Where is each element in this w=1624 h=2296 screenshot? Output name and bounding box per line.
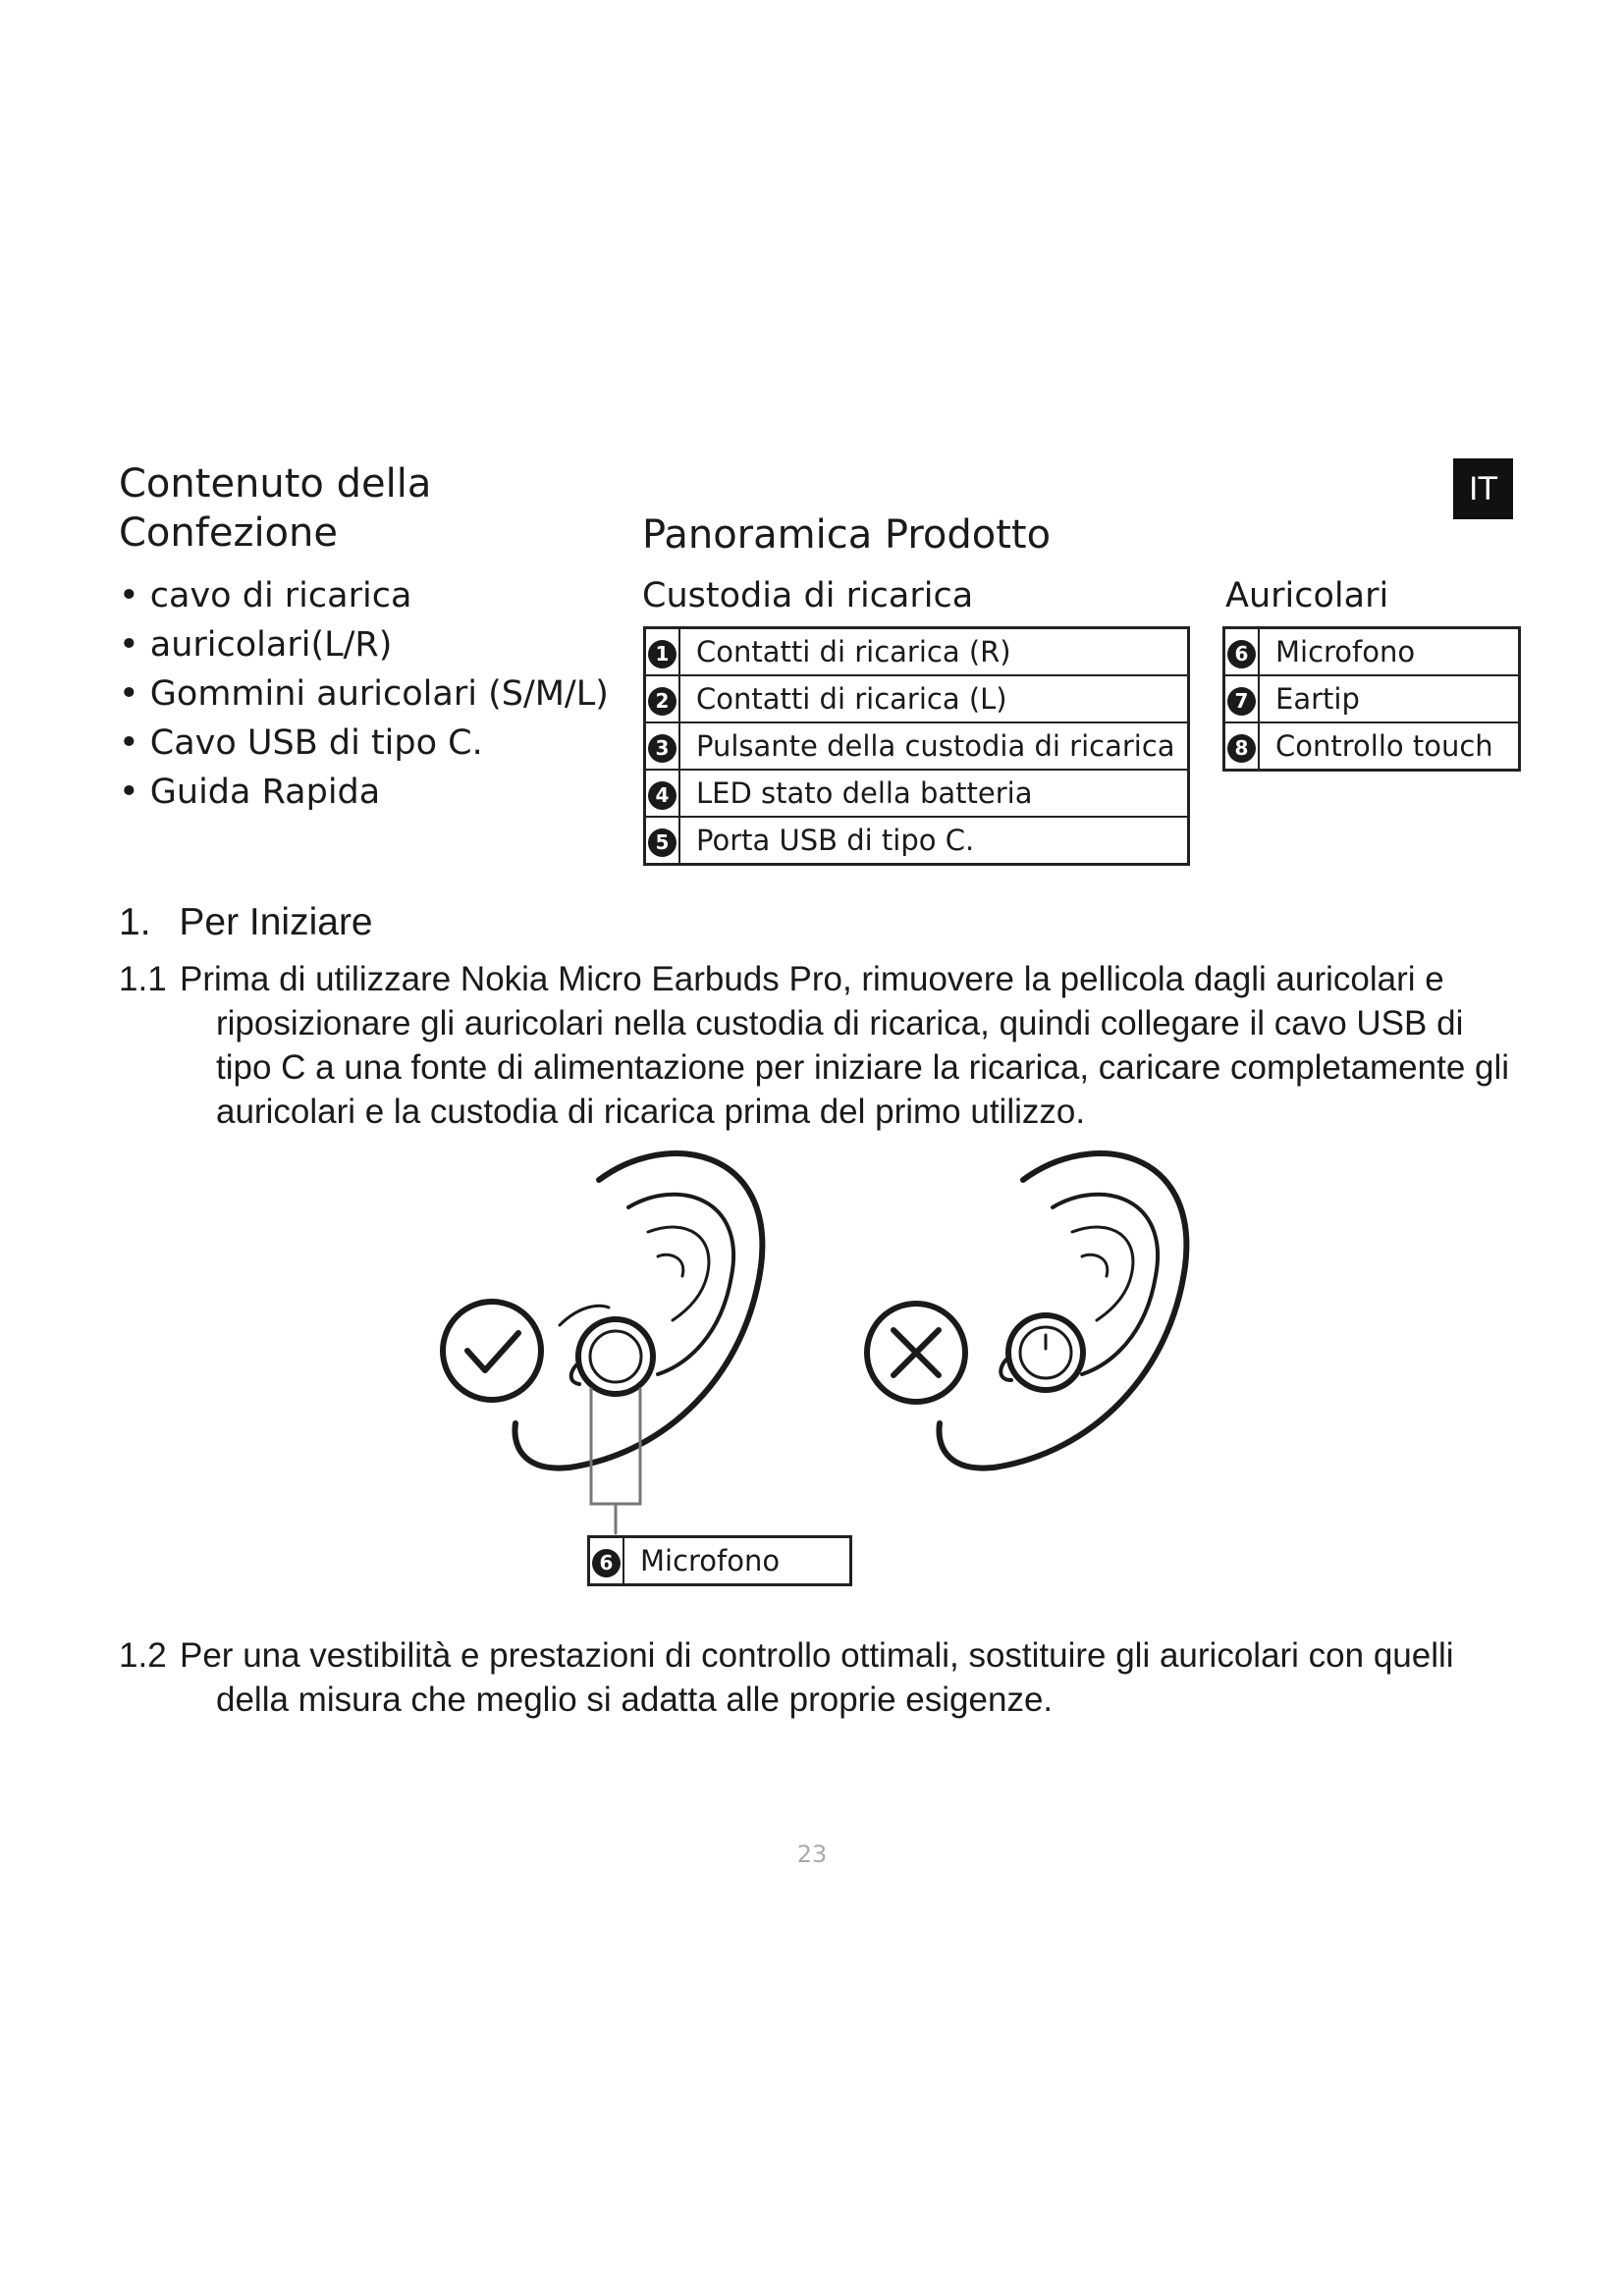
table-cell: Contatti di ricarica (L) [679, 675, 1189, 722]
table-cell: Microfono [1259, 628, 1520, 676]
number-4-icon: 4 [648, 781, 677, 810]
table-row [645, 770, 1189, 817]
table-row [645, 675, 1189, 722]
table-cell: Microfono [623, 1537, 851, 1585]
paragraph-text: Prima di utilizzare Nokia Micro Earbuds Pro, rimuovere la pellicola dagli auricolari e riposizionare gli auricolari nella custodia di ricarica, quindi collegare il cavo USB di tipo C a una fonte di alimentazione per iniziare la ricarica, caricare completamente gli auricolari e la custodia di ricarica prima del primo utilizzo. [180, 960, 1510, 1131]
contents-list [119, 571, 609, 817]
paragraph-number: 1.2 [119, 1636, 167, 1675]
number-8-icon: 8 [1227, 734, 1256, 763]
list-item: • Gommini auricolari (S/M/L) [119, 669, 609, 719]
table-row [1224, 722, 1520, 771]
x-circle-icon [867, 1304, 965, 1402]
paragraph-1-1 [119, 957, 1523, 1134]
section-heading [119, 898, 373, 947]
case-parts-table [643, 626, 1190, 866]
table-row [645, 817, 1189, 865]
table-cell: Pulsante della custodia di ricarica [679, 722, 1189, 770]
number-2-icon: 2 [648, 687, 677, 716]
paragraph-number: 1.1 [119, 960, 167, 998]
list-item: • cavo di ricarica [119, 571, 609, 620]
earbud-fit-illustration [422, 1139, 1208, 1551]
number-6-icon: 6 [1227, 640, 1256, 668]
table-cell: Controllo touch [1259, 722, 1520, 771]
page-number: 23 [796, 1841, 828, 1868]
number-7-icon: 7 [1227, 687, 1256, 716]
ear-incorrect-fit-icon [939, 1153, 1186, 1468]
language-badge: IT [1453, 458, 1513, 519]
table-cell: LED stato della batteria [679, 770, 1189, 817]
table-row [645, 628, 1189, 676]
list-item: • Cavo USB di tipo C. [119, 719, 609, 768]
case-subtitle: Custodia di ricarica [642, 576, 974, 615]
list-item: • Guida Rapida [119, 768, 609, 817]
paragraph-1-2 [119, 1633, 1523, 1722]
number-5-icon: 5 [648, 828, 677, 857]
number-3-icon: 3 [648, 734, 677, 763]
section-title: Per Iniziare [179, 901, 373, 943]
ear-correct-fit-icon [514, 1153, 762, 1533]
section-number: 1. [119, 901, 151, 943]
paragraph-text: Per una vestibilità e prestazioni di controllo ottimali, sostituire gli auricolari con quelli della misura che meglio si adatta alle proprie esigenze. [180, 1636, 1454, 1719]
contents-title: Contenuto della Confezione [119, 461, 432, 556]
table-cell: Porta USB di tipo C. [679, 817, 1189, 865]
table-cell: Contatti di ricarica (R) [679, 628, 1189, 676]
number-1-icon: 1 [648, 640, 677, 668]
list-item: • auricolari(L/R) [119, 620, 609, 669]
table-row [1224, 675, 1520, 722]
number-6-icon: 6 [592, 1549, 621, 1577]
table-row [1224, 628, 1520, 676]
table-cell: Eartip [1259, 675, 1520, 722]
table-row [645, 722, 1189, 770]
earbuds-subtitle: Auricolari [1225, 576, 1389, 615]
microphone-callout [587, 1535, 852, 1586]
table-row [589, 1537, 851, 1585]
overview-title: Panoramica Prodotto [642, 512, 1052, 558]
check-circle-icon [443, 1302, 541, 1400]
earbuds-parts-table [1222, 626, 1521, 772]
